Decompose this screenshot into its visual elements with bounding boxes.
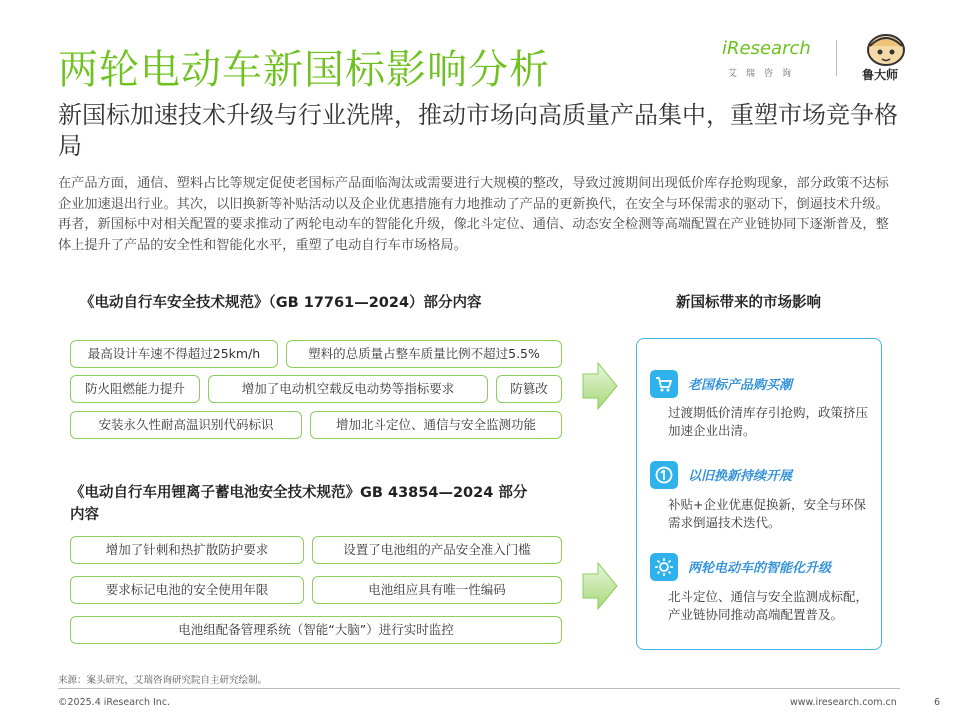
impact-item-heading: [650, 461, 880, 489]
impact-description: 补贴+企业优惠促换新，安全与环保需求倒逼技术迭代。: [668, 497, 866, 530]
page-title: 两轮电动车新国标影响分析: [58, 47, 550, 93]
logo-divider: [836, 40, 837, 76]
iresearch-logo-text: iResearch: [722, 38, 811, 59]
website-link[interactable]: www.iresearch.com.cn: [790, 697, 897, 708]
standard1-item: 防篡改: [496, 375, 562, 403]
standard1-item: 增加了电动机空载反电动势等指标要求: [208, 375, 488, 403]
impact-description: 过渡期低价清库存引抢购，政策挤压加速企业出清。: [668, 405, 869, 438]
page-subtitle: 新国标加速技术升级与行业洗牌，推动市场向高质量产品集中，重塑市场竞争格局: [58, 101, 898, 160]
standard1-item: 塑料的总质量占整车质量比例不超过5.5%: [286, 340, 562, 368]
standard1-title: 《电动自行车安全技术规范》（GB 17761—2024）部分内容: [80, 295, 482, 311]
right-arrow-icon: [582, 362, 618, 410]
standard2-item: 要求标记电池的安全使用年限: [70, 576, 304, 604]
standard2-item: 设置了电池组的产品安全准入门槛: [312, 536, 562, 564]
footer-divider: [58, 688, 900, 689]
iresearch-logo: [722, 38, 822, 84]
source-note: 来源：案头研究，艾瑞咨询研究院自主研究绘制。: [58, 675, 268, 686]
intro-paragraph: 在产品方面，通信、塑料占比等规定促使老国标产品面临淘汰或需要进行大规模的整改，导致过渡期间出现低价库存抢购现象，部分政策不达标企业加速退出行业。其次，以旧换新等补贴活动以及企业优惠措施有力地推动了产品的更新换代，在安全与环保需求的驱动下，倒逼技术升级。再者，新国标中对相关配置的要求推动了两轮电动车的智能化升级，像北斗定位、通信、动态安全检测等高端配置在产业链协同下逐渐普及，整体上提升了产品的安全性和智能化水平，重塑了电动自行车市场格局。: [58, 176, 889, 253]
standard1-item: 最高设计车速不得超过25km/h: [70, 340, 278, 368]
right-arrow-icon: [582, 562, 618, 610]
intelligence-icon: [650, 553, 678, 581]
impact-label: 两轮电动车的智能化升级: [688, 561, 832, 576]
impact-label: 老国标产品购买潮: [688, 378, 793, 393]
ludashi-mascot-icon: [858, 28, 914, 68]
standard1-item: 防火阻燃能力提升: [70, 375, 200, 403]
impact-item-heading: [650, 370, 880, 398]
impact-description: 北斗定位、通信与安全监测成标配，产业链协同推动高端配置普及。: [668, 589, 869, 622]
standard2-item: 增加了针刺和热扩散防护要求: [70, 536, 304, 564]
page-number: 6: [934, 697, 941, 708]
standard2-item: 电池组配备管理系统（智能“大脑”）进行实时监控: [70, 616, 562, 644]
impact-item-heading: [650, 553, 880, 581]
standard2-title: 《电动自行车用锂离子蓄电池安全技术规范》GB 43854—2024 部分内容: [70, 485, 528, 523]
iresearch-logo-subtext: 艾瑞咨询: [728, 69, 801, 79]
shopping-cart-icon: [650, 370, 678, 398]
ludashi-logo: [858, 28, 914, 84]
standard2-item: 电池组应具有唯一性编码: [312, 576, 562, 604]
standard1-item: 增加北斗定位、通信与安全监测功能: [310, 411, 562, 439]
standard1-item: 安装永久性耐高温识别代码标识: [70, 411, 302, 439]
cycle-exchange-icon: [650, 461, 678, 489]
impact-label: 以旧换新持续开展: [688, 469, 793, 484]
ludashi-logo-text: 鲁大师: [862, 68, 899, 82]
impact-title: 新国标带来的市场影响: [676, 295, 821, 311]
copyright: ©2025.4 iResearch Inc.: [58, 697, 171, 708]
